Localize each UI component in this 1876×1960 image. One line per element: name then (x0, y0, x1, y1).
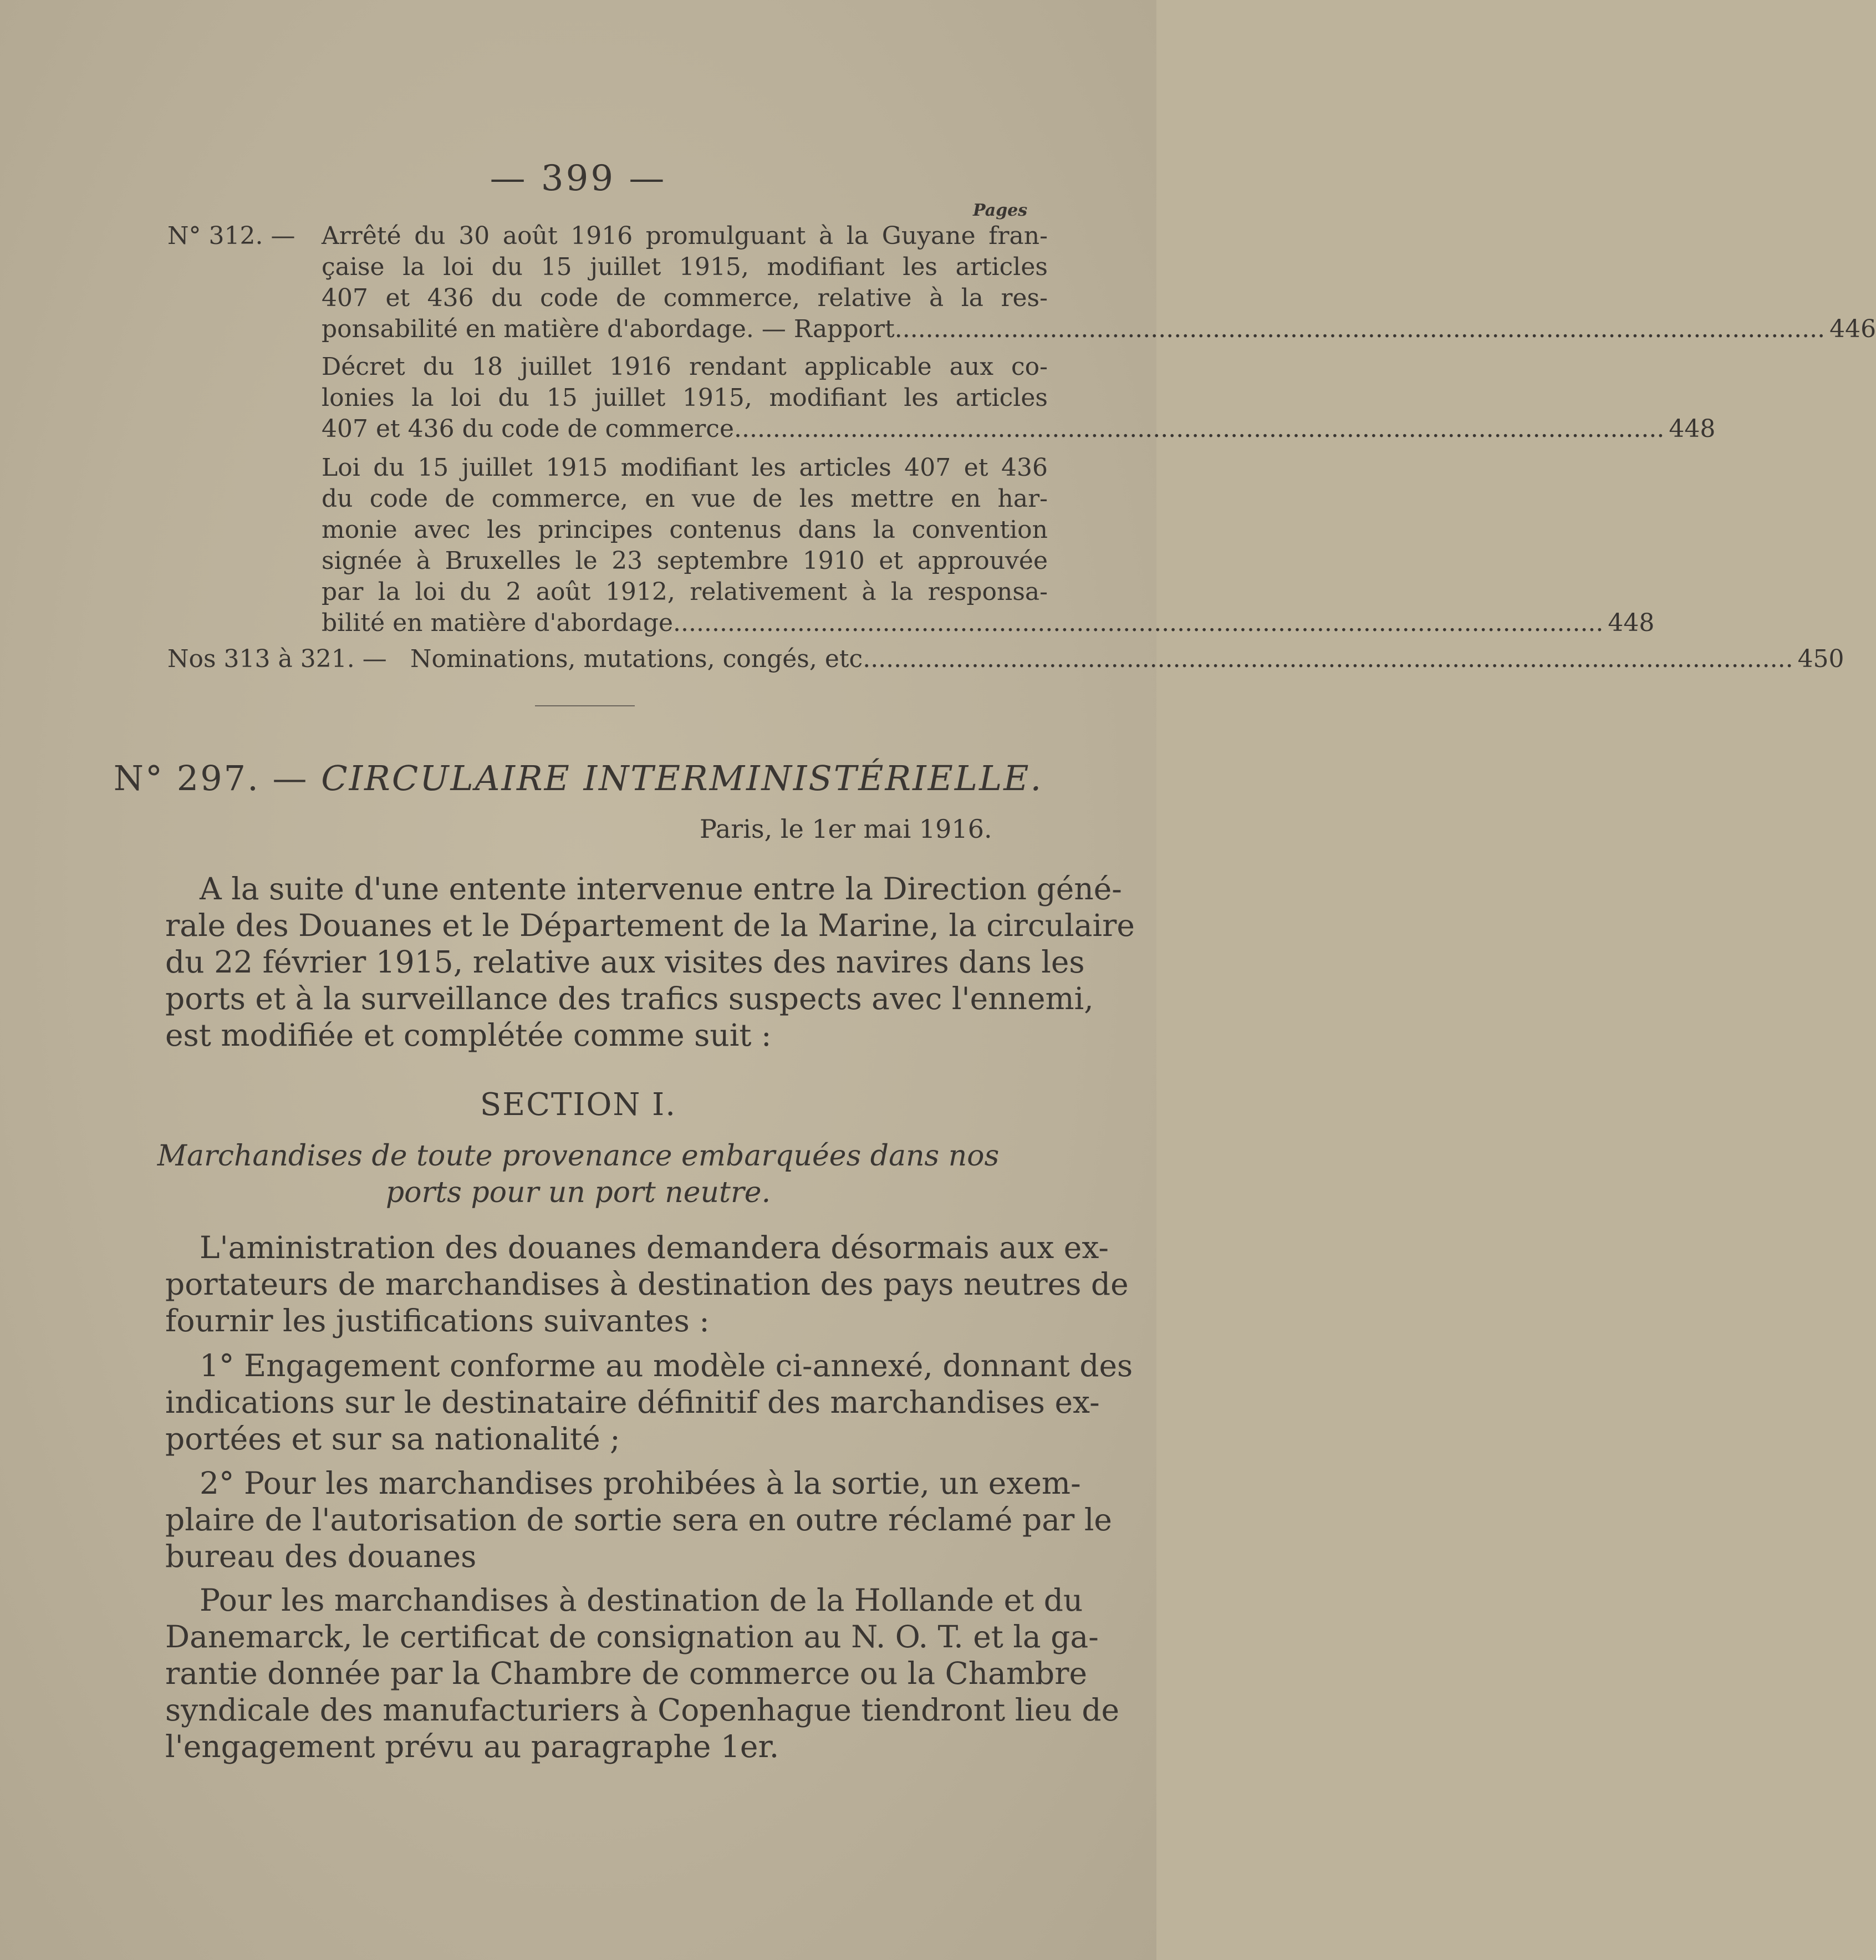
toc-line: signée à Bruxelles le 23 septembre 1910 et approuvée (322, 547, 1048, 575)
text-line: 2° Pour les marchandises prohibées à la sortie, un exem- (200, 1465, 1081, 1501)
toc-line: bilité en matière d'abordage (322, 609, 674, 637)
paragraph (165, 1582, 1120, 1765)
text-line: syndicale des manufacturiers à Copenhague tiendront lieu de (165, 1692, 1120, 1728)
circular-number: N° 297. — (113, 758, 309, 798)
toc-line: çaise la loi du 15 juillet 1915, modifiant les articles (322, 253, 1048, 281)
toc-page-ref: 448 (1669, 415, 1716, 443)
toc-last-line (322, 414, 1716, 445)
text-line: bureau des douanes (165, 1539, 477, 1574)
text-line: Danemarck, le certificat de consignation au N. O. T. et la ga- (165, 1619, 1099, 1654)
toc-line: Décret du 18 juillet 1916 rendant applicable aux co- (322, 353, 1048, 381)
toc-entry-number: N° 312. — (167, 222, 295, 250)
dateline: Paris, le 1er mai 1916. (700, 814, 992, 844)
subtitle-line: ports pour un port neutre. (385, 1176, 771, 1209)
toc-line: du code de commerce, en vue de les mettre en har- (322, 485, 1048, 513)
toc-page-ref: 446 (1829, 315, 1876, 343)
pages-column-header: Pages (973, 201, 1028, 220)
text-line: A la suite d'une entente intervenue entre la Direction géné- (200, 871, 1122, 907)
toc-line: par la loi du 2 août 1912, relativement à la responsa- (322, 578, 1048, 606)
leader-dots: ........................................................................................................................ (733, 415, 1665, 443)
text-line: ports et à la surveillance des trafics suspects avec l'ennemi, (165, 981, 1094, 1016)
toc-page-ref: 448 (1608, 609, 1655, 637)
toc-last-line (410, 644, 1844, 675)
toc-last-line (322, 608, 1655, 639)
paragraph (165, 1465, 1112, 1575)
toc-entry-number: Nos 313 à 321. — (167, 645, 387, 673)
paragraph (165, 1229, 1129, 1339)
text-line: L'aministration des douanes demandera désormais aux ex- (200, 1230, 1109, 1265)
toc-page-ref: 450 (1797, 645, 1844, 673)
leader-dots: ........................................................................................................................ (673, 609, 1604, 637)
circular-title: CIRCULAIRE INTERMINISTÉRIELLE. (321, 758, 1043, 798)
paragraph (165, 1347, 1133, 1457)
toc-line: Arrêté du 30 août 1916 promulguant à la Guyane fran- (322, 222, 1048, 250)
toc-last-line (322, 314, 1876, 345)
text-line: l'engagement prévu au paragraphe 1er. (165, 1729, 779, 1764)
section-heading: SECTION I. (480, 1087, 677, 1123)
text-line: fournir les justifications suivantes : (165, 1303, 710, 1338)
toc-entry-text (322, 221, 1876, 345)
toc-line: Loi du 15 juillet 1915 modifiant les articles 407 et 436 (322, 454, 1048, 482)
text-line: plaire de l'autorisation de sortie sera en outre réclamé par le (165, 1502, 1112, 1538)
toc-line: Nominations, mutations, congés, etc (410, 645, 863, 673)
text-line: Pour les marchandises à destination de la Hollande et du (200, 1582, 1083, 1618)
text-line: 1° Engagement conforme au modèle ci-annexé, donnant des (200, 1348, 1133, 1383)
toc-line: monie avec les principes contenus dans la convention (322, 516, 1048, 544)
leader-dots: ........................................................................................................................ (894, 315, 1826, 343)
text-line: du 22 février 1915, relative aux visites des navires dans les (165, 944, 1085, 980)
toc-entry-text (410, 644, 1844, 675)
leader-dots: ........................................................................................................................ (863, 645, 1793, 673)
subtitle-line: Marchandises de toute provenance embarquées dans nos (157, 1139, 1000, 1173)
text-line: est modifiée et complétée comme suit : (165, 1017, 772, 1053)
text-line: rale des Douanes et le Département de la Marine, la circulaire (165, 908, 1135, 943)
page-number: — 399 — (490, 158, 667, 199)
section-subtitle (0, 1138, 1156, 1211)
text-line: portées et sur sa nationalité ; (165, 1421, 620, 1457)
toc-line: 407 et 436 du code de commerce (322, 415, 734, 443)
text-line: indications sur le destinataire définitif des marchandises ex- (165, 1384, 1100, 1420)
intro-paragraph (165, 870, 1135, 1053)
toc-entry-text (322, 452, 1655, 639)
toc-line: 407 et 436 du code de commerce, relative à la res- (322, 284, 1048, 312)
toc-entry-text (322, 352, 1716, 445)
section-divider (535, 705, 635, 706)
toc-line: ponsabilité en matière d'abordage. — Rapport (322, 315, 895, 343)
circular-heading (0, 758, 1156, 798)
text-line: rantie donnée par la Chambre de commerce ou la Chambre (165, 1656, 1088, 1691)
text-line: portateurs de marchandises à destination des pays neutres de (165, 1266, 1129, 1302)
toc-line: lonies la loi du 15 juillet 1915, modifiant les articles (322, 384, 1048, 412)
